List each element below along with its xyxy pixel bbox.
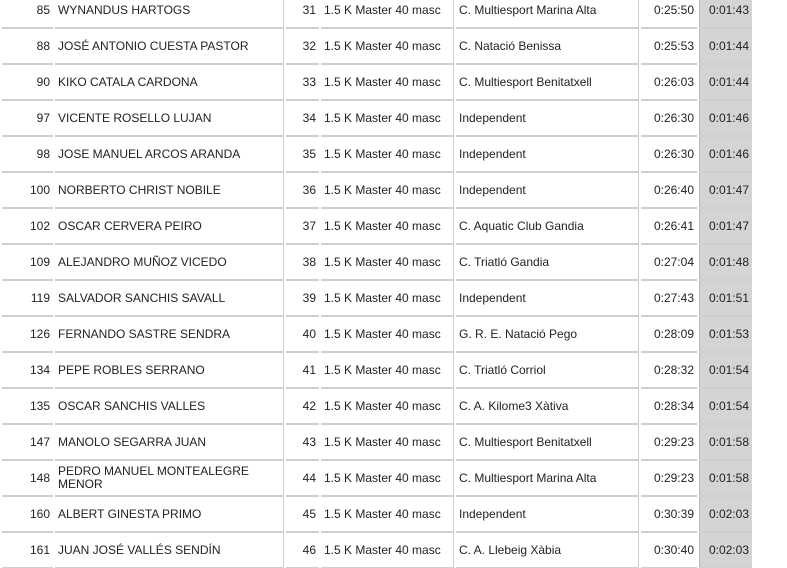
overall-position-cell: 148 [2,460,53,496]
athlete-name-cell: JUAN JOSÉ VALLÉS SENDÍN [55,532,284,568]
table-row [2,424,752,460]
overall-position-cell: 109 [2,244,53,280]
category-cell: 1.5 K Master 40 masc [321,64,454,100]
results-table-body [2,0,752,568]
category-cell: 1.5 K Master 40 masc [321,172,454,208]
table-row [2,280,752,316]
club-cell: C. Aquatic Club Gandia [456,208,639,244]
overall-position-cell: 160 [2,496,53,532]
finish-time-cell: 0:26:41 [641,208,697,244]
category-cell: 1.5 K Master 40 masc [321,244,454,280]
club-cell: C. A. Llebeig Xàbia [456,532,639,568]
pace-cell: 0:01:44 [699,64,752,100]
table-row [2,208,752,244]
category-cell: 1.5 K Master 40 masc [321,280,454,316]
table-row [2,388,752,424]
athlete-name-cell: PEDRO MANUEL MONTEALEGRE MENOR [55,460,284,496]
category-cell: 1.5 K Master 40 masc [321,352,454,388]
athlete-name-cell: PEPE ROBLES SERRANO [55,352,284,388]
category-cell: 1.5 K Master 40 masc [321,388,454,424]
category-cell: 1.5 K Master 40 masc [321,136,454,172]
pace-cell: 0:01:53 [699,316,752,352]
overall-position-cell: 88 [2,28,53,64]
overall-position-cell: 147 [2,424,53,460]
overall-position-cell: 85 [2,0,53,28]
category-position-cell: 36 [286,172,319,208]
finish-time-cell: 0:27:43 [641,280,697,316]
category-position-cell: 46 [286,532,319,568]
finish-time-cell: 0:29:23 [641,460,697,496]
finish-time-cell: 0:27:04 [641,244,697,280]
category-cell: 1.5 K Master 40 masc [321,208,454,244]
overall-position-cell: 90 [2,64,53,100]
club-cell: C. Triatló Corriol [456,352,639,388]
pace-cell: 0:01:48 [699,244,752,280]
pace-cell: 0:01:46 [699,136,752,172]
category-position-cell: 38 [286,244,319,280]
category-cell: 1.5 K Master 40 masc [321,100,454,136]
category-position-cell: 39 [286,280,319,316]
table-row [2,496,752,532]
athlete-name-cell: OSCAR CERVERA PEIRO [55,208,284,244]
overall-position-cell: 135 [2,388,53,424]
pace-cell: 0:01:47 [699,208,752,244]
club-cell: C. Multiesport Marina Alta [456,0,639,28]
finish-time-cell: 0:28:32 [641,352,697,388]
club-cell: Independent [456,136,639,172]
overall-position-cell: 98 [2,136,53,172]
club-cell: Independent [456,172,639,208]
pace-cell: 0:02:03 [699,496,752,532]
club-cell: Independent [456,100,639,136]
overall-position-cell: 97 [2,100,53,136]
category-cell: 1.5 K Master 40 masc [321,316,454,352]
athlete-name-cell: JOSÉ ANTONIO CUESTA PASTOR [55,28,284,64]
table-row [2,460,752,496]
category-position-cell: 34 [286,100,319,136]
category-position-cell: 37 [286,208,319,244]
pace-cell: 0:01:47 [699,172,752,208]
athlete-name-cell: WYNANDUS HARTOGS [55,0,284,28]
finish-time-cell: 0:26:30 [641,100,697,136]
category-position-cell: 42 [286,388,319,424]
category-position-cell: 31 [286,0,319,28]
finish-time-cell: 0:26:03 [641,64,697,100]
finish-time-cell: 0:26:30 [641,136,697,172]
pace-cell: 0:01:51 [699,280,752,316]
finish-time-cell: 0:30:39 [641,496,697,532]
athlete-name-cell: JOSE MANUEL ARCOS ARANDA [55,136,284,172]
overall-position-cell: 100 [2,172,53,208]
club-cell: Independent [456,280,639,316]
overall-position-cell: 102 [2,208,53,244]
athlete-name-cell: MANOLO SEGARRA JUAN [55,424,284,460]
category-cell: 1.5 K Master 40 masc [321,460,454,496]
category-position-cell: 40 [286,316,319,352]
athlete-name-cell: VICENTE ROSELLO LUJAN [55,100,284,136]
table-row [2,100,752,136]
table-row [2,0,752,28]
pace-cell: 0:01:58 [699,460,752,496]
category-position-cell: 32 [286,28,319,64]
finish-time-cell: 0:26:40 [641,172,697,208]
pace-cell: 0:01:44 [699,28,752,64]
pace-cell: 0:02:03 [699,532,752,568]
athlete-name-cell: ALEJANDRO MUÑOZ VICEDO [55,244,284,280]
category-position-cell: 45 [286,496,319,532]
category-cell: 1.5 K Master 40 masc [321,424,454,460]
category-position-cell: 44 [286,460,319,496]
category-position-cell: 33 [286,64,319,100]
category-position-cell: 43 [286,424,319,460]
athlete-name-cell: ALBERT GINESTA PRIMO [55,496,284,532]
table-row [2,172,752,208]
pace-cell: 0:01:43 [699,0,752,28]
athlete-name-cell: KIKO CATALA CARDONA [55,64,284,100]
table-row [2,28,752,64]
finish-time-cell: 0:30:40 [641,532,697,568]
club-cell: G. R. E. Natació Pego [456,316,639,352]
club-cell: C. Multiesport Marina Alta [456,460,639,496]
pace-cell: 0:01:46 [699,100,752,136]
club-cell: C. Multiesport Benitatxell [456,424,639,460]
club-cell: C. Multiesport Benitatxell [456,64,639,100]
finish-time-cell: 0:28:34 [641,388,697,424]
finish-time-cell: 0:28:09 [641,316,697,352]
overall-position-cell: 134 [2,352,53,388]
table-row [2,352,752,388]
category-cell: 1.5 K Master 40 masc [321,496,454,532]
finish-time-cell: 0:25:53 [641,28,697,64]
athlete-name-cell: NORBERTO CHRIST NOBILE [55,172,284,208]
category-position-cell: 35 [286,136,319,172]
table-row [2,244,752,280]
table-row [2,532,752,568]
table-row [2,64,752,100]
category-cell: 1.5 K Master 40 masc [321,0,454,28]
overall-position-cell: 126 [2,316,53,352]
overall-position-cell: 161 [2,532,53,568]
club-cell: C. Triatló Gandia [456,244,639,280]
overall-position-cell: 119 [2,280,53,316]
pace-cell: 0:01:58 [699,424,752,460]
finish-time-cell: 0:29:23 [641,424,697,460]
pace-cell: 0:01:54 [699,352,752,388]
club-cell: Independent [456,496,639,532]
category-cell: 1.5 K Master 40 masc [321,532,454,568]
table-row [2,316,752,352]
club-cell: C. Natació Benissa [456,28,639,64]
finish-time-cell: 0:25:50 [641,0,697,28]
athlete-name-cell: FERNANDO SASTRE SENDRA [55,316,284,352]
table-row [2,136,752,172]
category-cell: 1.5 K Master 40 masc [321,28,454,64]
category-position-cell: 41 [286,352,319,388]
athlete-name-cell: OSCAR SANCHIS VALLES [55,388,284,424]
athlete-name-cell: SALVADOR SANCHIS SAVALL [55,280,284,316]
pace-cell: 0:01:54 [699,388,752,424]
club-cell: C. A. Kilome3 Xàtiva [456,388,639,424]
